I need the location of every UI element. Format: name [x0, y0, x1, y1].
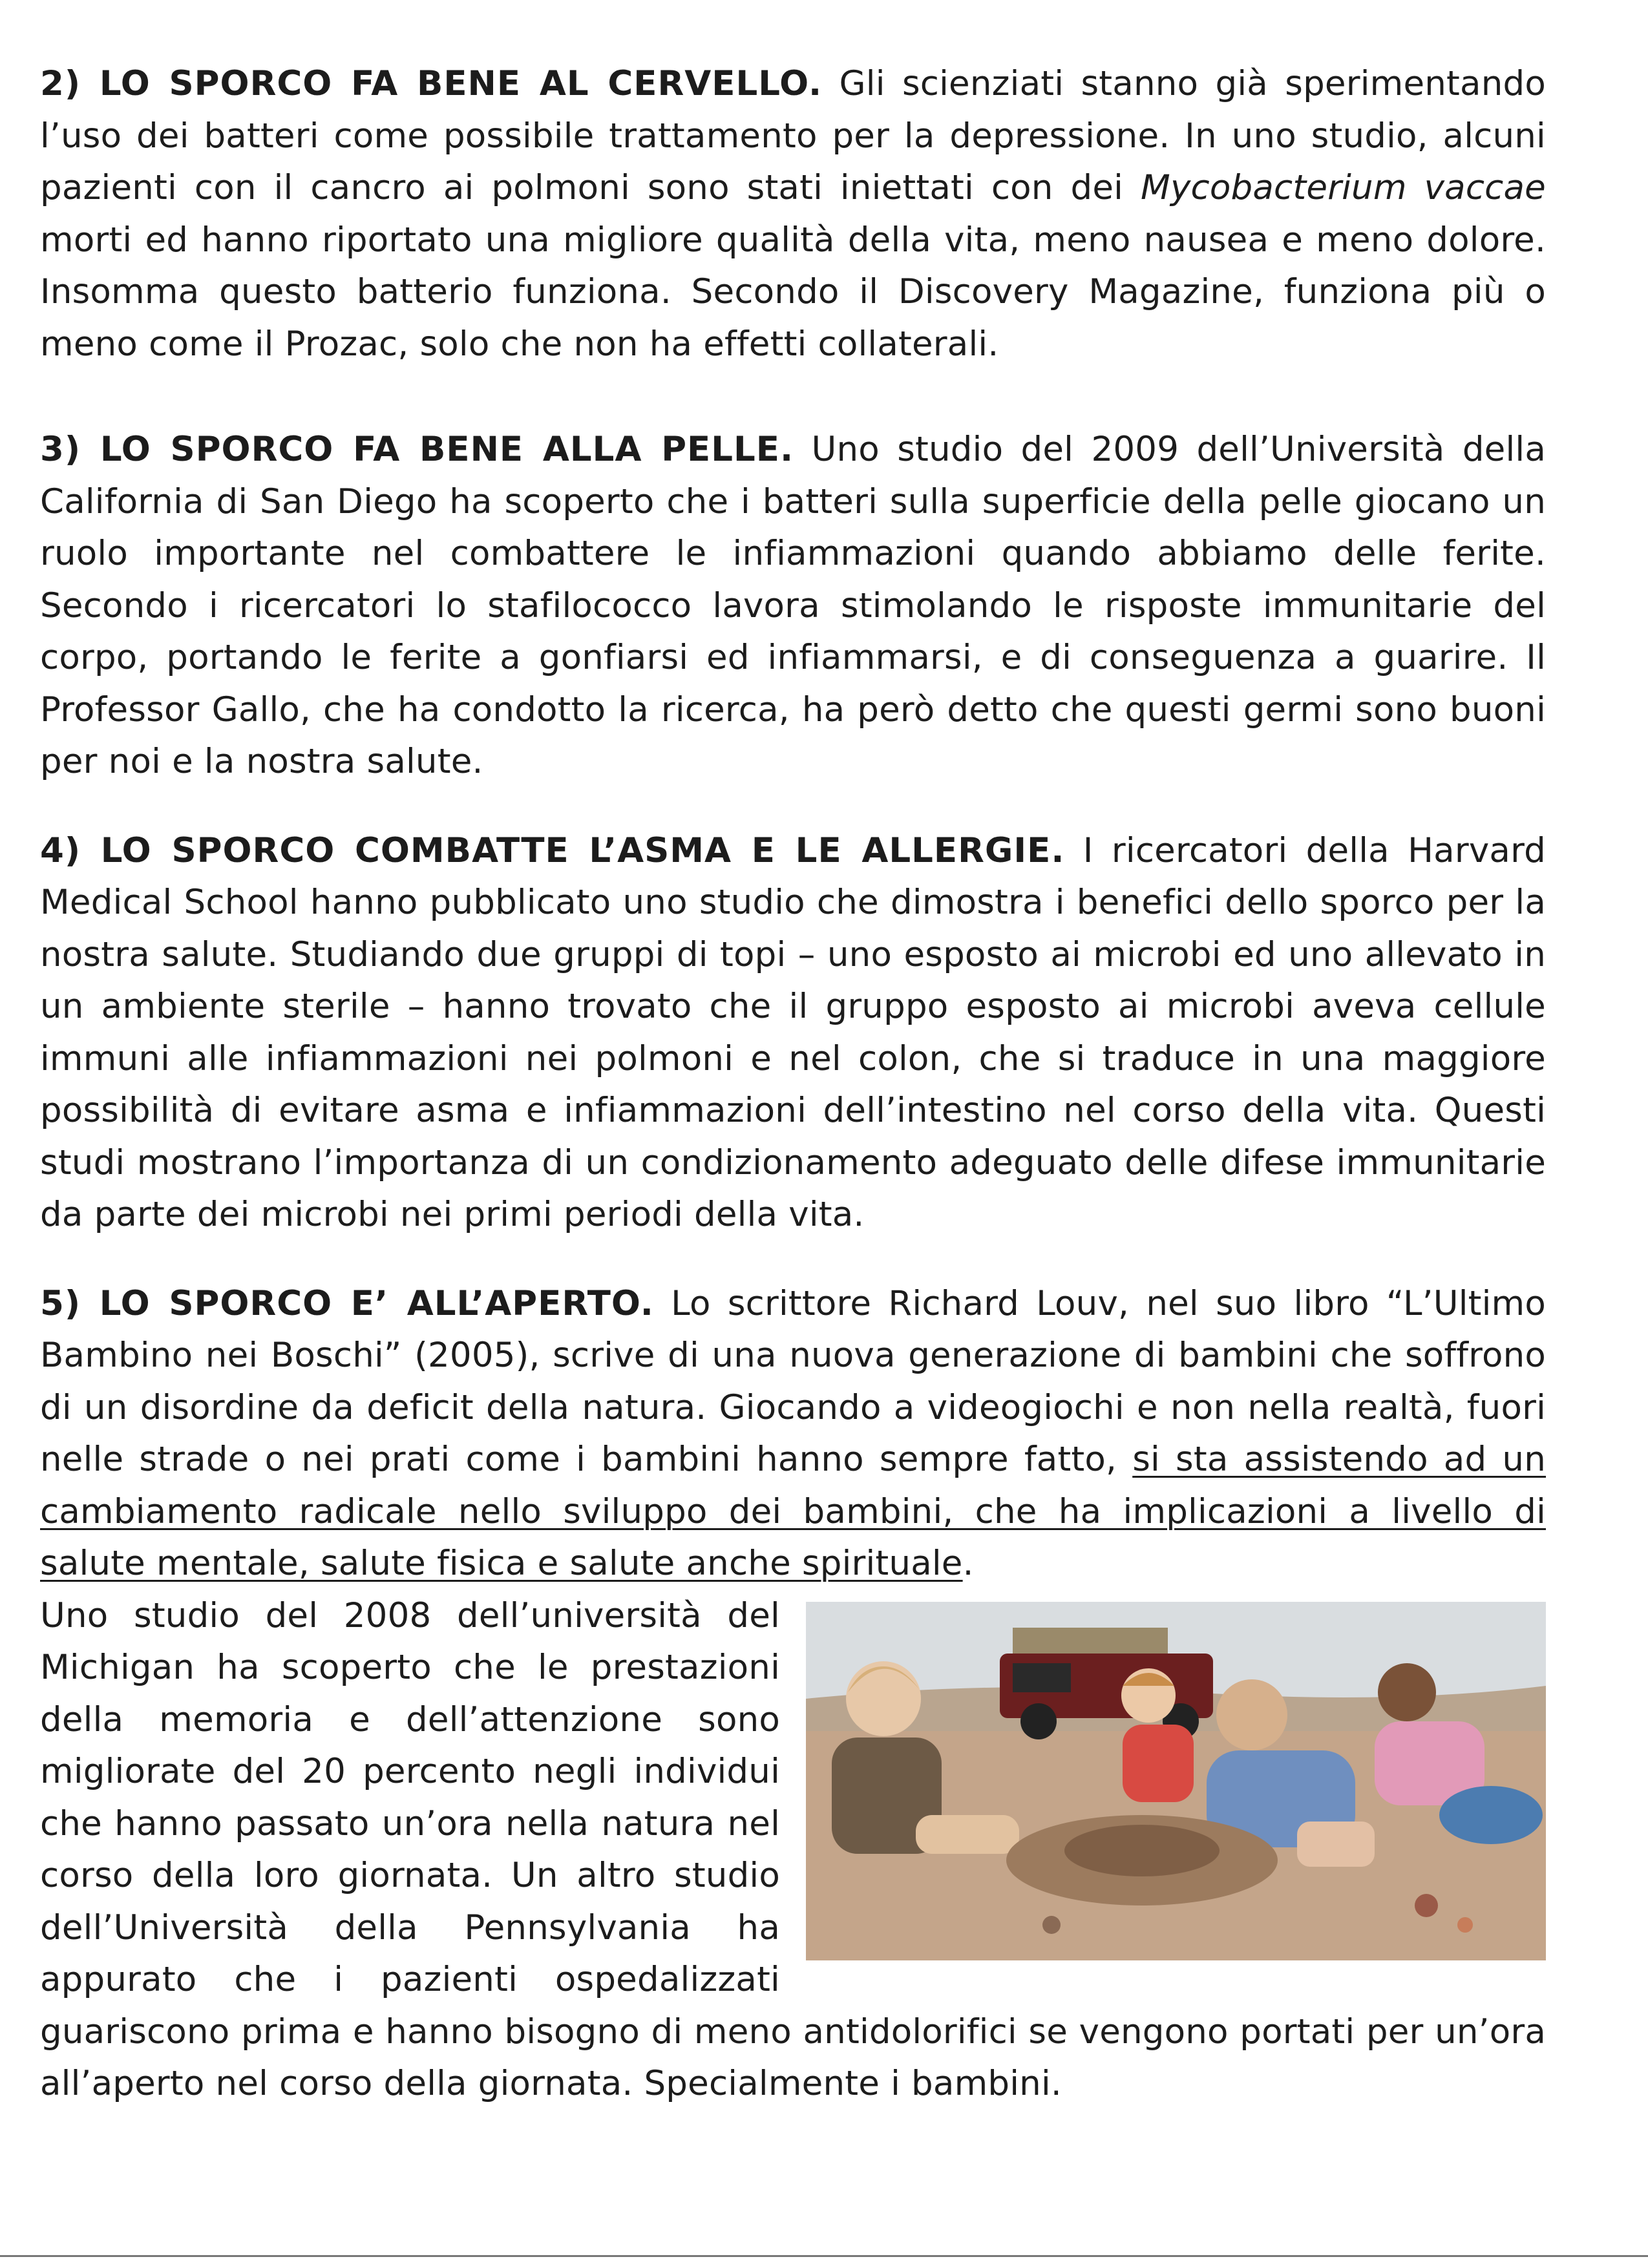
section-heading: 2) LO SPORCO FA BENE AL CERVELLO. — [40, 64, 823, 103]
document-page — [40, 58, 1546, 2110]
section-text: Lo scrittore Richard Louv, nel suo libro “L’Ultimo Bambino nei Boschi” (2005), scrive di una nuova generazione di bambini che soffrono di un disordine da deficit della natura. Giocando a videogiochi e non nella realtà, fuori nelle strade o nei prati come i bambini hanno sempre fatto, — [40, 1283, 1546, 1479]
section-dirt-good-for-skin — [40, 424, 1546, 788]
section-dirt-fights-asthma — [40, 825, 1546, 1241]
section-heading: 5) LO SPORCO E’ ALL’APERTO. — [40, 1283, 654, 1323]
section-dirt-good-for-brain — [40, 58, 1546, 370]
page-bottom-border — [0, 2255, 1648, 2257]
section-text: I ricercatori della Harvard Medical School hanno pubblicato uno studio che dimostra i benefici dello sporco per la nostra salute. Studiando due gruppi di topi – uno esposto ai microbi ed uno allevato in un ambiente sterile – hanno trovato che il gruppo esposto ai microbi aveva cellule immuni alle infiammazioni nei polmoni e nel colon, che si traduce in una maggiore possibilità di evitare asma e infiammazioni dell’intestino nel corso della vita. Questi studi mostrano l’importanza di un condizionamento adeguato delle difese immunitarie da parte dei microbi nei primi periodi della vita. — [40, 830, 1546, 1234]
section-text: morti ed hanno riportato una migliore qualità della vita, meno nausea e meno dolore. Insomma questo batterio funziona. Secondo il Discovery Magazine, funziona più o meno come il Prozac, solo che non ha effetti collaterali. — [40, 220, 1546, 364]
section-text: Gli scienziati stanno già sperimentando l’uso dei batteri come possibile trattamento per la depressione. In uno studio, alcuni pazienti con il cancro ai polmoni sono stati iniettati con dei — [40, 64, 1546, 207]
section-text: Uno studio del 2008 dell’università del Michigan ha scoperto che le prestazioni della memoria e dell’attenzione sono migliorate del 20 percento negli individui che hanno passato un’ora nella natura nel corso della loro giornata. Un altro studio dell’Università della Pennsylvania ha appurato che i pazienti ospedalizzati guariscono prima e hanno bisogno di meno antidolorifici se vengono portati per un’ora all’aperto nel corso della giornata. Specialmente i bambini. — [40, 1595, 1546, 2103]
children-playing-in-sand-photo — [806, 1602, 1546, 1960]
section-heading: 3) LO SPORCO FA BENE ALLA PELLE. — [40, 430, 794, 469]
section-text: Uno studio del 2009 dell’Università della California di San Diego ha scoperto che i batteri sulla superficie della pelle giocano un ruolo importante nel combattere le infiammazioni quando abbiamo delle ferite. Secondo i ricercatori lo stafilococco lavora stimolando le risposte immunitarie del corpo, portando le ferite a gonfiarsi ed infiammarsi, e di conseguenza a guarire. Il Professor Gallo, che ha condotto la ricerca, ha però detto che questi germi sono buoni per noi e la nostra salute. — [40, 430, 1546, 781]
underlined-text: si sta assistendo ad un cambiamento radicale nello sviluppo dei bambini, che ha implicazioni a livello di salute mentale, salute fisica e salute anche spirituale — [40, 1440, 1546, 1583]
species-name: Mycobacterium vaccae — [1141, 168, 1546, 207]
section-text: . — [962, 1544, 974, 1583]
section-dirt-is-outdoors — [40, 1278, 1546, 2110]
section-heading: 4) LO SPORCO COMBATTE L’ASMA E LE ALLERGIE. — [40, 830, 1065, 870]
